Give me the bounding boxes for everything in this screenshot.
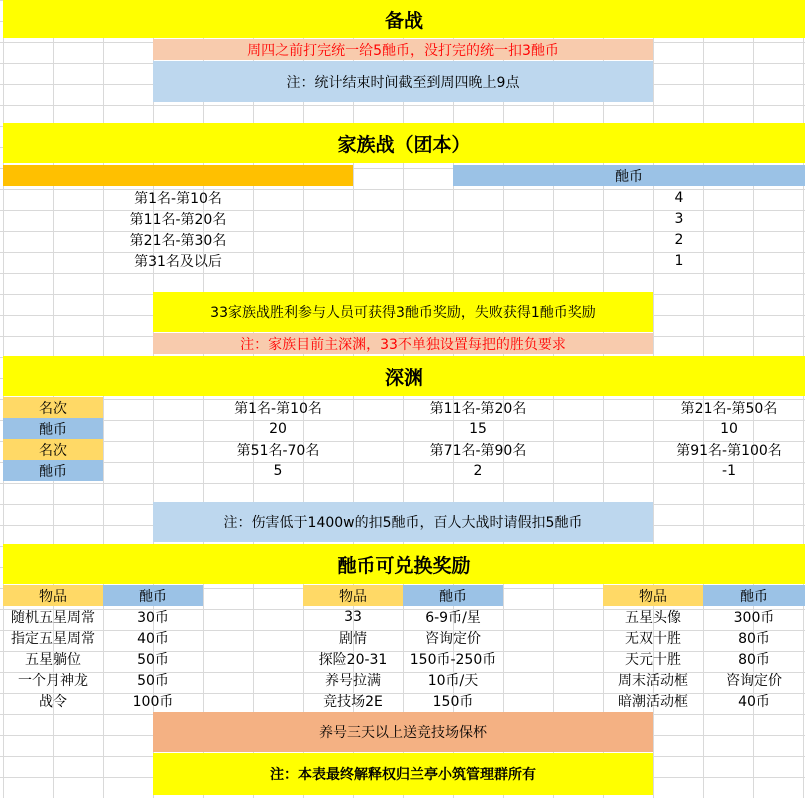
family-header-rank bbox=[3, 165, 353, 186]
abyss-coin-2: 15 bbox=[469, 420, 487, 437]
rewards-header-coin-2: 酏币 bbox=[403, 585, 503, 606]
abyss-rank-3: 第21名-第50名 bbox=[680, 400, 778, 417]
reward-item: 无双十胜 bbox=[625, 630, 681, 647]
abyss-label-rank-2: 名次 bbox=[3, 439, 103, 460]
reward-cost: 100币 bbox=[132, 693, 174, 710]
family-coins-3: 2 bbox=[674, 231, 684, 248]
reward-item: 一个月神龙 bbox=[18, 672, 88, 689]
abyss-coin-3: 10 bbox=[720, 420, 738, 437]
abyss-title: 深渊 bbox=[3, 356, 805, 396]
reward-item: 随机五星周常 bbox=[11, 609, 95, 626]
reward-item: 暗潮活动框 bbox=[618, 693, 688, 710]
abyss-label-coin: 酏币 bbox=[3, 418, 103, 439]
reward-cost: 50币 bbox=[137, 672, 169, 689]
reward-item: 探险20-31 bbox=[318, 651, 388, 668]
reward-cost: 10币/天 bbox=[427, 672, 479, 689]
abyss-coin-5: 2 bbox=[473, 462, 483, 479]
rewards-title: 酏币可兑换奖励 bbox=[3, 544, 805, 584]
prep-note: 注：统计结束时间截至到周四晚上9点 bbox=[153, 61, 653, 102]
abyss-rank-5: 第71名-第90名 bbox=[429, 442, 527, 459]
reward-item: 剧情 bbox=[339, 630, 367, 647]
reward-cost: 50币 bbox=[137, 651, 169, 668]
family-title: 家族战（团本） bbox=[3, 123, 805, 163]
abyss-rank-2: 第11名-第20名 bbox=[429, 400, 527, 417]
reward-item: 33 bbox=[344, 608, 362, 625]
reward-cost: 40币 bbox=[137, 630, 169, 647]
reward-item: 战令 bbox=[39, 693, 67, 710]
family-rank-1: 第1名-第10名 bbox=[134, 190, 222, 207]
reward-item: 竞技场2E bbox=[323, 693, 383, 710]
family-note-win: 33家族战胜利参与人员可获得3酏币奖励，失败获得1酏币奖励 bbox=[153, 292, 653, 332]
reward-cost: 80币 bbox=[738, 651, 770, 668]
rewards-footer: 注：本表最终解释权归兰亭小筑管理群所有 bbox=[153, 753, 653, 795]
abyss-rank-4: 第51名-70名 bbox=[236, 442, 320, 459]
family-note-abyss: 注：家族目前主深渊，33不单独设置每把的胜负要求 bbox=[153, 333, 653, 354]
rewards-bonus: 养号三天以上送竞技场保杯 bbox=[153, 712, 653, 752]
reward-cost: 30币 bbox=[137, 609, 169, 626]
family-coins-1: 4 bbox=[674, 189, 684, 206]
family-rank-4: 第31名及以后 bbox=[134, 253, 222, 270]
reward-item: 周末活动框 bbox=[618, 672, 688, 689]
reward-cost: 咨询定价 bbox=[726, 672, 782, 689]
rewards-header-coin-1: 酏币 bbox=[103, 585, 203, 606]
abyss-rank-1: 第1名-第10名 bbox=[234, 400, 322, 417]
abyss-coin-6: -1 bbox=[722, 462, 736, 479]
abyss-note: 注：伤害低于1400w的扣5酏币，百人大战时请假扣5酏币 bbox=[153, 502, 653, 542]
reward-cost: 150币 bbox=[432, 693, 474, 710]
reward-cost: 80币 bbox=[738, 630, 770, 647]
abyss-coin-1: 20 bbox=[269, 420, 287, 437]
abyss-coin-4: 5 bbox=[273, 462, 283, 479]
rewards-header-item-1: 物品 bbox=[3, 585, 103, 606]
abyss-rank-6: 第91名-第100名 bbox=[676, 442, 782, 459]
family-header-currency: 酏币 bbox=[453, 165, 805, 186]
reward-item: 五星躺位 bbox=[25, 651, 81, 668]
prep-title: 备战 bbox=[3, 0, 805, 38]
reward-cost: 6-9币/星 bbox=[425, 609, 481, 626]
abyss-label-rank: 名次 bbox=[3, 397, 103, 418]
reward-cost: 咨询定价 bbox=[425, 630, 481, 647]
prep-rule: 周四之前打完统一给5酏币，没打完的统一扣3酏币 bbox=[153, 39, 653, 60]
family-coins-2: 3 bbox=[674, 210, 684, 227]
abyss-label-coin-2: 酏币 bbox=[3, 460, 103, 481]
family-rank-2: 第11名-第20名 bbox=[129, 211, 227, 228]
reward-cost: 300币 bbox=[733, 609, 775, 626]
reward-cost: 150币-250币 bbox=[409, 651, 497, 668]
reward-item: 指定五星周常 bbox=[11, 630, 95, 647]
reward-cost: 40币 bbox=[738, 693, 770, 710]
rewards-header-coin-3: 酏币 bbox=[703, 585, 805, 606]
rewards-header-item-2: 物品 bbox=[303, 585, 403, 606]
reward-item: 五星头像 bbox=[625, 609, 681, 626]
family-coins-4: 1 bbox=[674, 252, 684, 269]
family-rank-3: 第21名-第30名 bbox=[129, 232, 227, 249]
reward-item: 养号拉满 bbox=[325, 672, 381, 689]
rewards-header-item-3: 物品 bbox=[603, 585, 703, 606]
reward-item: 天元十胜 bbox=[625, 651, 681, 668]
